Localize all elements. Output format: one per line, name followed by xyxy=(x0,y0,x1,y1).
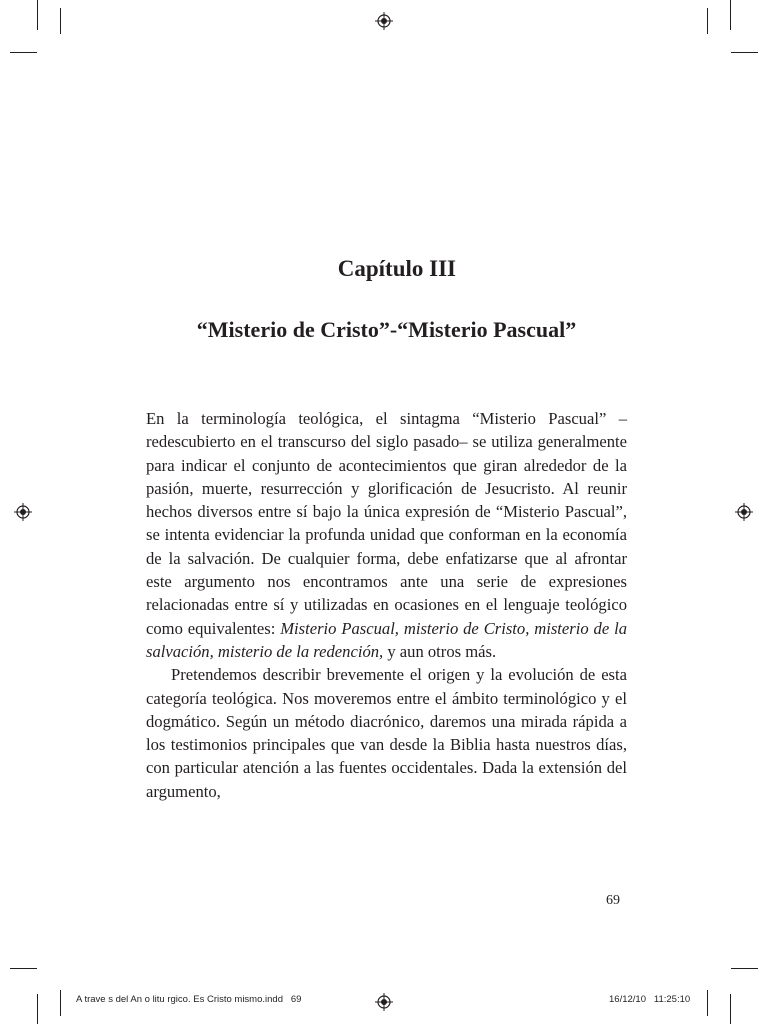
crop-mark-bottom-right-vertical-inner xyxy=(707,990,708,1016)
body-text xyxy=(146,407,627,803)
crop-mark-bottom-left-vertical-inner xyxy=(60,990,61,1016)
crop-mark-top-left-vertical xyxy=(37,0,38,30)
paragraph-1-end: y aun otros más. xyxy=(383,641,497,661)
crop-mark-top-left-vertical-inner xyxy=(60,8,61,34)
chapter-title: Capítulo III xyxy=(337,256,456,281)
crop-mark-bottom-left-vertical xyxy=(37,994,38,1024)
paragraph-1-text: En la terminología teológica, el sintagma “Misterio Pascual” –redescubierto en el transcurso del siglo pasado– se utiliza generalmente para indicar el conjunto de acontecimientos que giran alrededor de la pasión, muerte, resurrección y glorificación de Jesucristo. Al reunir hechos diversos entre sí bajo la única expresión de “Misterio Pascual”, se intenta evidenciar la profunda unidad que conforman en la economía de la salvación. De cualquier forma, debe enfatizarse que al afrontar este argumento nos encontramos ante una serie de expresiones relacionadas entre sí y utilizadas en ocasiones en el lenguaje teológico como equivalentes: xyxy=(146,409,627,638)
crop-mark-bottom-right-vertical xyxy=(730,994,731,1024)
registration-crosshair-icon xyxy=(735,503,753,521)
paragraph-2: Pretendemos describir brevemente el origen y la evolución de esta categoría teológica. Nos moveremos entre el ámbito terminológico y el dogmático. Según un método diacrónico, daremos una mirada rápida a los testimonios principales que van desde la Biblia hasta nuestros días, con particular atención a las fuentes occidentales. Dada la extensión del argumento, xyxy=(146,665,627,801)
registration-crosshair-icon xyxy=(14,503,32,521)
slug-timestamp: 16/12/10 11:25:10 xyxy=(609,994,691,1005)
paragraph-1 xyxy=(146,407,627,663)
slug-file-name: A trave s del An o litu rgico. Es Cristo mismo.indd 69 xyxy=(76,994,302,1005)
chapter-subtitle: “Misterio de Cristo”-“Misterio Pascual” xyxy=(196,317,577,342)
crop-mark-top-right-horizontal xyxy=(731,52,758,53)
page-number: 69 xyxy=(606,893,620,908)
crop-mark-top-right-vertical xyxy=(730,0,731,30)
crop-mark-bottom-left-horizontal xyxy=(10,968,37,969)
paragraph-1-italic-terms: Misterio Pascual, misterio de Cristo, misterio de la salvación, misterio de la redención, xyxy=(146,618,627,661)
registration-crosshair-icon xyxy=(375,12,393,30)
crop-mark-bottom-right-horizontal xyxy=(731,968,758,969)
crop-mark-top-right-vertical-inner xyxy=(707,8,708,34)
crop-mark-top-left-horizontal xyxy=(10,52,37,53)
registration-crosshair-icon xyxy=(375,993,393,1011)
